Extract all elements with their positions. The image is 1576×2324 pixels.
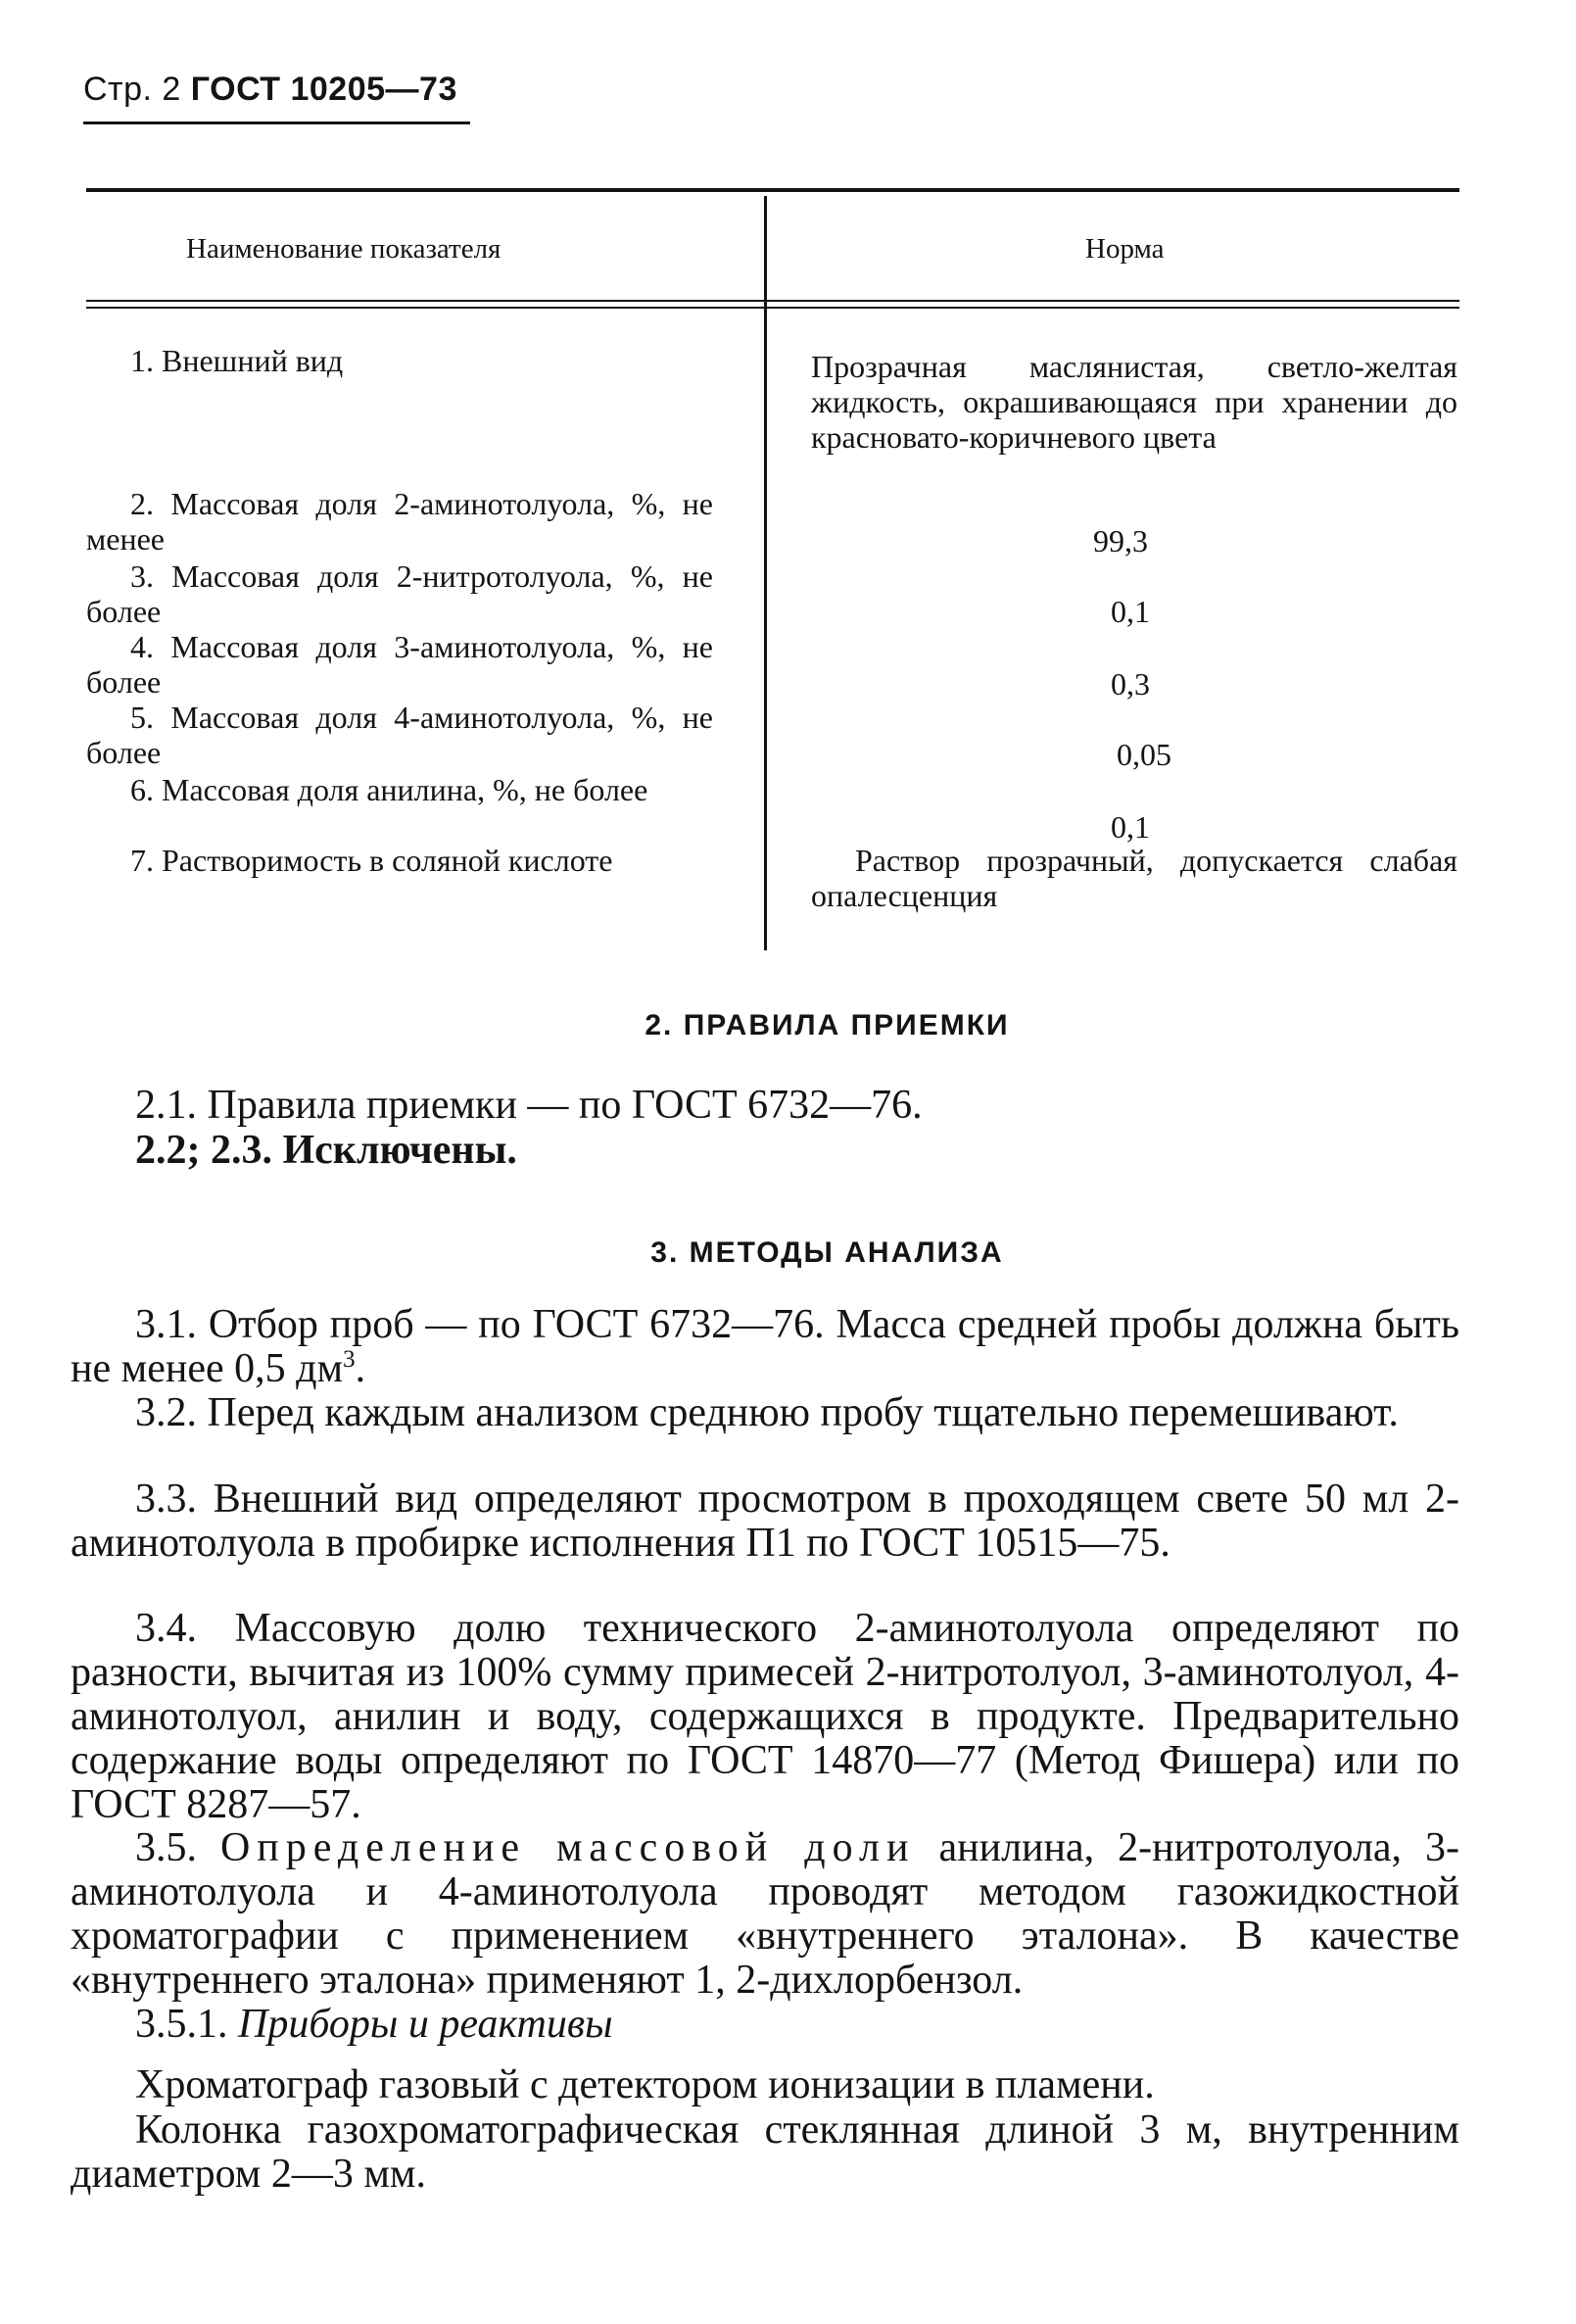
table-header-norm: Норма	[1085, 233, 1165, 265]
clause-3-5-number: 3.5.	[135, 1825, 197, 1870]
table-header-rule	[86, 300, 1459, 302]
table-row-1-name: 1. Внешний вид	[130, 343, 344, 378]
page-header	[83, 71, 457, 109]
section-2-title: 2. ПРАВИЛА ПРИЕМКИ	[645, 1009, 1010, 1041]
clause-3-2: 3.2. Перед каждым анализом среднюю пробу тщательно перемешивают.	[135, 1390, 1399, 1435]
table-header-rule	[86, 307, 1459, 309]
table-row-2-norm: 99,3	[1093, 523, 1148, 558]
clause-3-5-text: анилина, 2-нитротолуола, 3-аминотолуола и 4-аминотолуола проводят методом газожидкостной хроматографии с применением «внутреннего эталона». В качестве «внутреннего эталона» применяют 1, 2-дихлорбензол.	[71, 1825, 1459, 2003]
superscript: 3	[343, 1346, 356, 1373]
table-row-3-norm: 0,1	[1111, 594, 1150, 629]
clause-2-2: 2.2; 2.3. Исключены.	[135, 1128, 517, 1173]
table-column-divider	[764, 196, 767, 950]
standard-number: ГОСТ 10205—73	[190, 71, 457, 108]
clause-3-5-1	[71, 2003, 1459, 2047]
page-number: Стр. 2	[83, 71, 181, 108]
table-row-3-name: 3. Массовая доля 2-нитротолуола, %, не более	[86, 558, 713, 629]
clause-3-1-text: 3.1. Отбор проб — по ГОСТ 6732—76. Масса средней пробы должна быть не менее 0,5 дм	[71, 1302, 1459, 1391]
clause-2-1: 2.1. Правила приемки — по ГОСТ 6732—76.	[135, 1083, 923, 1128]
equipment-column: Колонка газохроматографическая стеклянная длиной 3 м, внутренним диаметром 2—3 мм.	[71, 2107, 1459, 2197]
clause-3-1	[71, 1303, 1459, 1391]
table-row-5-name: 5. Массовая доля 4-аминотолуола, %, не более	[86, 700, 713, 770]
clause-3-5-heading: Определение массовой доли	[219, 1825, 916, 1870]
table-top-rule	[86, 188, 1459, 192]
section-3-title: 3. МЕТОДЫ АНАЛИЗА	[650, 1236, 1004, 1269]
table-row-7-name: 7. Растворимость в соляной кислоте	[130, 843, 613, 878]
clause-3-5-1-title: Приборы и реактивы	[238, 2002, 613, 2047]
table-row-4-name: 4. Массовая доля 3-аминотолуола, %, не более	[86, 629, 713, 700]
clause-3-1-end: .	[355, 1346, 366, 1391]
table-row-6-norm: 0,1	[1111, 809, 1150, 845]
clause-3-3: 3.3. Внешний вид определяют просмотром в проходящем свете 50 мл 2-аминотолуола в пробирке исполнения П1 по ГОСТ 10515—75.	[71, 1477, 1459, 1566]
clause-3-5-1-number: 3.5.1.	[135, 2002, 228, 2047]
header-rule	[83, 121, 470, 124]
table-row-2-name: 2. Массовая доля 2-аминотолуола, %, не менее	[86, 486, 713, 557]
clause-3-4: 3.4. Массовую долю технического 2-аминотолуола определяют по разности, вычитая из 100% сумму примесей 2-нитротолуол, 3-аминотолуол, 4-аминотолуол, анилин и воду, содержащихся в продукте. Предварительно содержание воды определяют по ГОСТ 14870—77 (Метод Фишера) или по ГОСТ 8287—57.	[71, 1606, 1459, 1827]
clause-3-5	[71, 1826, 1459, 2003]
table-row-1-norm: Прозрачная маслянистая, светло-желтая жидкость, окрашивающаяся при хранении до красновато-коричневого цвета	[811, 349, 1457, 455]
table-row-6-name: 6. Массовая доля анилина, %, не более	[130, 772, 648, 807]
table-row-7-norm: Раствор прозрачный, допускается слабая опалесценция	[811, 843, 1457, 913]
equipment-chromatograph: Хроматограф газовый с детектором ионизации в пламени.	[135, 2062, 1155, 2107]
table-header-name: Наименование показателя	[186, 233, 501, 265]
table-row-4-norm: 0,3	[1111, 666, 1150, 702]
table-row-5-norm: 0,05	[1117, 737, 1171, 772]
